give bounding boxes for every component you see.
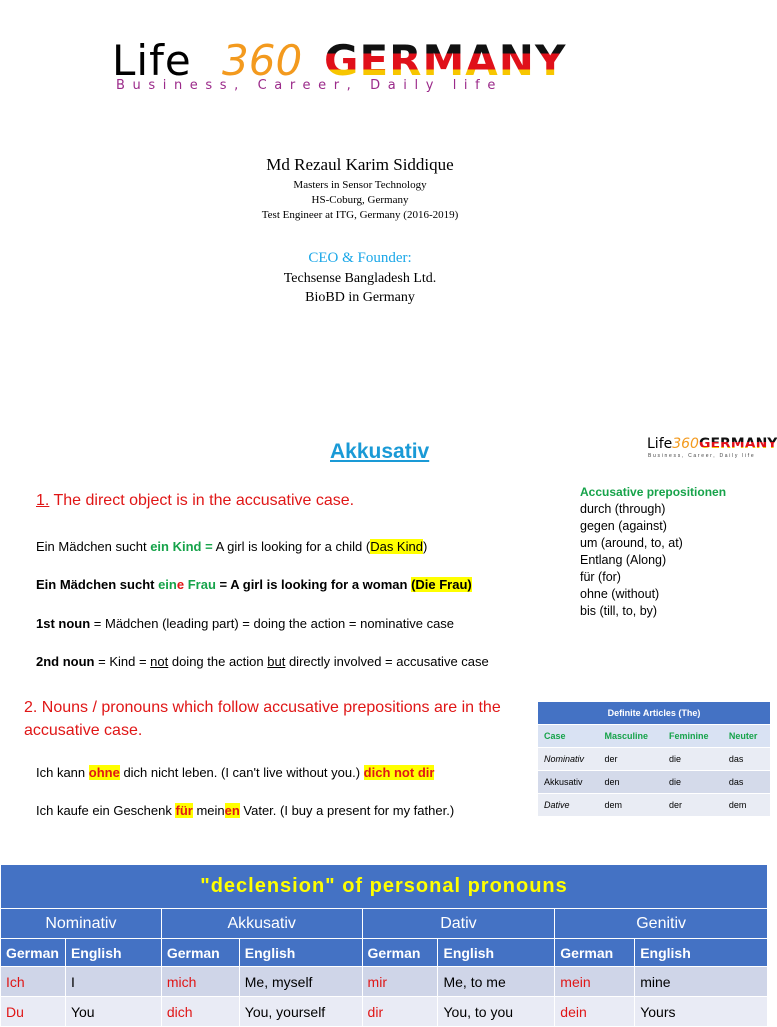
example-4	[36, 803, 454, 818]
lang-header: German	[555, 939, 635, 967]
example-1	[36, 539, 427, 554]
case-header-genitiv: Genitiv	[555, 909, 768, 939]
german-cell: Ich	[1, 967, 66, 997]
example-4-preposition: für	[175, 803, 193, 818]
preposition-item: um (around, to, at)	[580, 536, 683, 550]
german-cell: Du	[1, 997, 66, 1027]
german-cell: mein	[555, 967, 635, 997]
german-cell: mir	[362, 967, 438, 997]
logo-small-tagline: Business, Career, Daily life	[648, 453, 756, 459]
example-3-part: dich nicht leben. (I can't live without you.)	[119, 765, 364, 780]
author-company-1: Techsense Bangladesh Ltd.	[283, 271, 437, 286]
lang-header: English	[438, 939, 555, 967]
declension-table	[0, 864, 768, 1027]
noun-2-text: = Kind =	[94, 654, 151, 669]
english-cell: Me, myself	[239, 967, 362, 997]
case-header-dativ: Dativ	[362, 909, 555, 939]
example-3-note: dich not dir	[363, 765, 435, 780]
author-university: HS-Coburg, Germany	[311, 194, 409, 206]
example-3-preposition: ohne	[88, 765, 120, 780]
example-1-part: Ein Mädchen sucht	[36, 539, 151, 554]
accusative-prepositions	[580, 485, 765, 620]
english-cell: You, to you	[438, 997, 555, 1027]
example-1-highlight: Das Kind	[370, 539, 423, 554]
english-cell: I	[65, 967, 161, 997]
table-row	[538, 747, 770, 770]
lang-header: English	[65, 939, 161, 967]
case-cell: Dative	[538, 793, 598, 816]
lang-header: German	[362, 939, 438, 967]
example-1-object: ein Kind =	[150, 539, 213, 554]
article-cell: die	[663, 770, 723, 793]
english-cell: Yours	[635, 997, 768, 1027]
preposition-item: Entlang (Along)	[580, 553, 667, 567]
table-row	[538, 793, 770, 816]
author-name: Md Rezaul Karim Siddique	[266, 155, 454, 174]
german-cell: mich	[161, 967, 239, 997]
column-header: Case	[538, 724, 598, 747]
english-cell: Me, to me	[438, 967, 555, 997]
article-cell: das	[723, 770, 770, 793]
german-cell: dein	[555, 997, 635, 1027]
noun-2-label: 2nd noun	[36, 654, 95, 669]
logo-small-life: Life	[647, 436, 673, 452]
example-4-part: Ich kaufe ein Geschenk	[36, 803, 176, 818]
author-company-2: BioBD in Germany	[305, 290, 415, 305]
noun-2-text: doing the action	[168, 654, 268, 669]
column-header: Feminine	[663, 724, 723, 747]
example-2	[36, 577, 472, 592]
logo-small-360: 360	[672, 436, 699, 452]
example-1-part: )	[422, 539, 428, 554]
preposition-item: ohne (without)	[580, 587, 660, 601]
slide-title: Akkusativ	[330, 440, 430, 463]
example-4-part: mein	[192, 803, 225, 818]
point-2-heading: 2. Nouns / pronouns which follow accusative prepositions are in the accusative case.	[24, 699, 501, 739]
noun-2-text: directly involved = accusative case	[285, 654, 489, 669]
logo-small-germany: GERMANY	[698, 436, 777, 452]
logo-tagline: Business, Career, Daily life	[116, 78, 503, 93]
article-cell: das	[723, 747, 770, 770]
table-row	[1, 967, 768, 997]
noun-2-underline: but	[267, 654, 286, 669]
article-cell: dem	[598, 793, 663, 816]
noun-2-explanation	[36, 654, 489, 669]
declension-title: "declension" of personal pronouns	[1, 865, 768, 909]
english-cell: mine	[635, 967, 768, 997]
example-2-part: = A girl is looking for a woman	[215, 577, 412, 592]
author-degree: Masters in Sensor Technology	[293, 179, 427, 191]
logo-germany-text: GERMANY	[324, 36, 567, 85]
life360-germany-logo-small	[647, 436, 777, 462]
case-header-nominativ: Nominativ	[1, 909, 162, 939]
column-header: Neuter	[723, 724, 770, 747]
article-cell: dem	[723, 793, 770, 816]
preposition-item: bis (till, to, by)	[580, 604, 658, 618]
point-1-number: 1.	[36, 492, 50, 509]
case-cell: Akkusativ	[538, 770, 598, 793]
example-2-ending: e	[176, 577, 185, 592]
example-3-part: Ich kann	[36, 765, 89, 780]
preposition-item: durch (through)	[580, 502, 666, 516]
definite-articles-title: Definite Articles (The)	[538, 702, 770, 724]
english-cell: You, yourself	[239, 997, 362, 1027]
noun-1-explanation	[36, 616, 454, 631]
table-row	[1, 997, 768, 1027]
author-job: Test Engineer at ITG, Germany (2016-2019)	[261, 209, 459, 221]
noun-1-text: = Mädchen (leading part) = doing the action = nominative case	[90, 616, 455, 631]
lang-header: German	[161, 939, 239, 967]
noun-1-label: 1st noun	[36, 616, 91, 631]
life360-germany-logo	[112, 36, 642, 96]
column-header: Masculine	[598, 724, 663, 747]
point-1-heading	[36, 492, 354, 510]
english-cell: You	[65, 997, 161, 1027]
example-4-part: Vater. (I buy a present for my father.)	[239, 803, 455, 818]
german-cell: dich	[161, 997, 239, 1027]
lang-header: German	[1, 939, 66, 967]
lang-header: English	[635, 939, 768, 967]
example-3	[36, 765, 434, 780]
prepositions-title: Accusative prepositionen	[580, 485, 727, 499]
article-cell: die	[663, 747, 723, 770]
article-cell: der	[598, 747, 663, 770]
noun-2-underline: not	[150, 654, 169, 669]
point-1-text: The direct object is in the accusative case.	[49, 492, 355, 509]
lang-header: English	[239, 939, 362, 967]
definite-articles-table	[538, 702, 770, 817]
logo-360-text: 360	[222, 36, 303, 85]
article-cell: den	[598, 770, 663, 793]
example-1-part: A girl is looking for a child (	[212, 539, 371, 554]
preposition-item: gegen (against)	[580, 519, 667, 533]
case-cell: Nominativ	[538, 747, 598, 770]
example-4-ending: en	[224, 803, 240, 818]
author-ceo-label: CEO & Founder:	[308, 250, 412, 266]
preposition-item: für (for)	[580, 570, 621, 584]
example-2-object: Frau	[184, 577, 216, 592]
table-row	[538, 770, 770, 793]
logo-life-text: Life	[112, 36, 192, 85]
article-cell: der	[663, 793, 723, 816]
example-2-highlight: (Die Frau)	[411, 577, 472, 592]
example-2-article: ein	[158, 577, 177, 592]
case-header-akkusativ: Akkusativ	[161, 909, 362, 939]
german-cell: dir	[362, 997, 438, 1027]
example-2-part: Ein Mädchen sucht	[36, 577, 159, 592]
